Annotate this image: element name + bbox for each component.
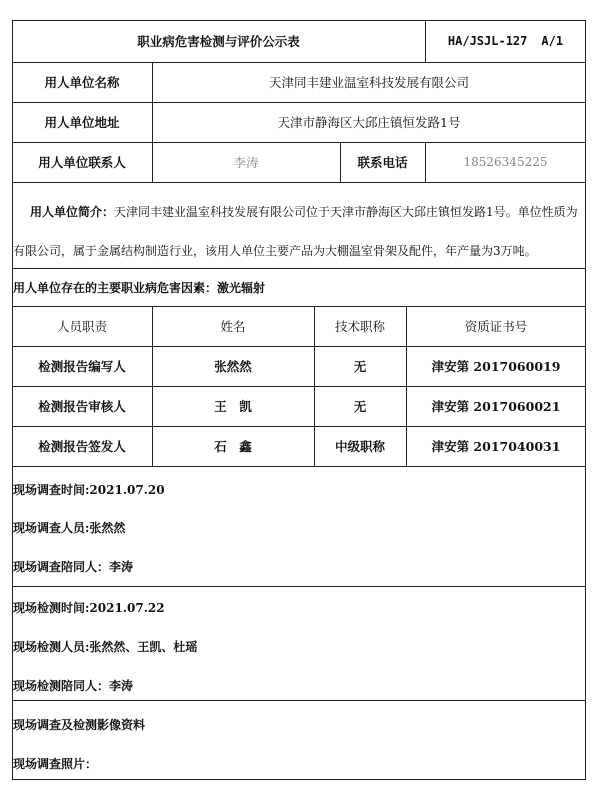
table-row-role: 检测报告编写人 bbox=[38, 359, 126, 374]
images-heading: 现场调查及检测影像资料 bbox=[13, 718, 146, 732]
rule bbox=[12, 700, 586, 701]
col-header-name: 姓名 bbox=[220, 319, 246, 334]
intro-text-1: 天津同丰建业温室科技发展有限公司位于天津市静海区大邱庄镇恒发路1号。单位性质为 bbox=[114, 205, 578, 219]
form-title: 职业病危害检测与评价公示表 bbox=[137, 34, 300, 49]
col-header-title: 技术职称 bbox=[334, 319, 385, 334]
intro-line-1 bbox=[30, 203, 578, 220]
testing-staff: 现场检测人员:张然然、王凯、杜瑶 bbox=[13, 640, 198, 654]
employer-address-value: 天津市静海区大邱庄镇恒发路1号 bbox=[277, 115, 461, 130]
table-row-role: 检测报告签发人 bbox=[38, 439, 126, 454]
survey-photos-label: 现场调查照片： bbox=[13, 757, 98, 771]
survey-time: 现场调查时间:2021.07.20 bbox=[13, 483, 165, 497]
employer-name-value: 天津同丰建业温室科技发展有限公司 bbox=[268, 75, 469, 90]
phone-label: 联系电话 bbox=[357, 155, 408, 170]
contact-person-label: 用人单位联系人 bbox=[38, 155, 126, 170]
rule bbox=[12, 466, 586, 467]
col-header-role: 人员职责 bbox=[56, 319, 107, 334]
form-code-number: HA/JSJL-127 bbox=[447, 34, 528, 48]
form-code bbox=[425, 20, 586, 62]
table-row-name: 王 凯 bbox=[214, 399, 252, 414]
phone-value: 18526345225 bbox=[463, 155, 548, 169]
table-row-cert: 津安第 2017040031 bbox=[431, 439, 561, 454]
survey-companion: 现场调查陪同人：李涛 bbox=[13, 560, 134, 574]
rule bbox=[12, 182, 586, 183]
testing-time: 现场检测时间:2021.07.22 bbox=[13, 601, 165, 615]
employer-address-label: 用人单位地址 bbox=[44, 115, 120, 130]
table-row-name: 张然然 bbox=[214, 359, 252, 374]
col-header-cert: 资质证书号 bbox=[464, 319, 528, 334]
contact-person-value: 李涛 bbox=[233, 155, 259, 170]
table-row-title: 无 bbox=[353, 399, 367, 414]
table-row-title: 无 bbox=[353, 359, 367, 374]
rule bbox=[12, 586, 586, 587]
survey-staff: 现场调查人员:张然然 bbox=[13, 521, 126, 535]
table-row-name: 石 鑫 bbox=[214, 439, 252, 454]
hazard-factors: 用人单位存在的主要职业病危害因素：激光辐射 bbox=[13, 280, 266, 295]
table-row-role: 检测报告审核人 bbox=[38, 399, 126, 414]
intro-label: 用人单位简介： bbox=[30, 205, 115, 219]
table-row-cert: 津安第 2017060019 bbox=[431, 359, 561, 374]
testing-companion: 现场检测陪同人：李涛 bbox=[13, 679, 134, 693]
table-row-title: 中级职称 bbox=[334, 439, 385, 454]
employer-name-label: 用人单位名称 bbox=[44, 75, 120, 90]
form-page-number: A/1 bbox=[541, 34, 564, 48]
intro-line-2: 有限公司，属于金属结构制造行业，该用人单位主要产品为大棚温室骨架及配件，年产量为3万吨。 bbox=[13, 244, 537, 258]
table-row-cert: 津安第 2017060021 bbox=[431, 399, 561, 414]
